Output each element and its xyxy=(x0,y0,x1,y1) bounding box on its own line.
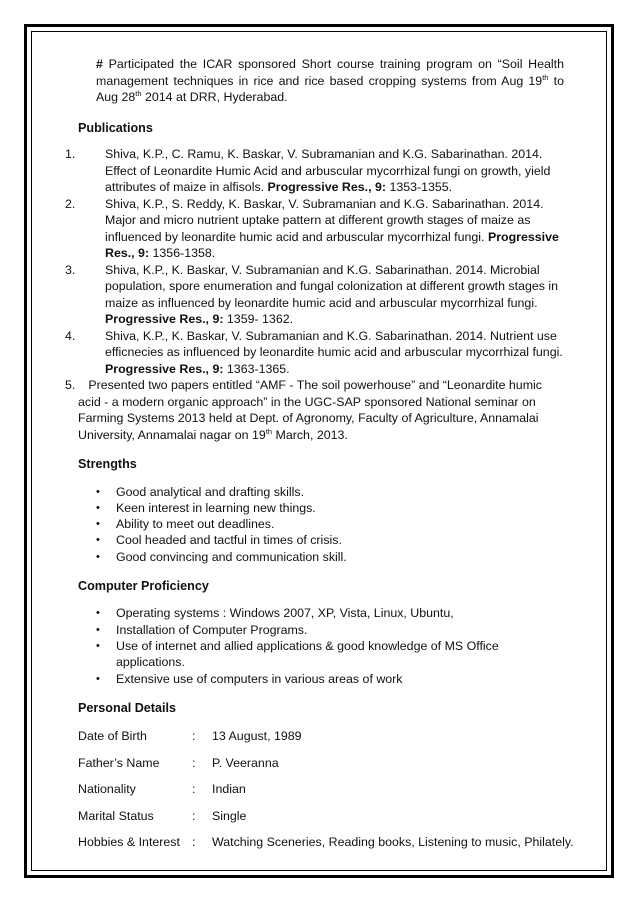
list-item: • Good convincing and communication skill. xyxy=(96,549,347,564)
bullet-icon: • xyxy=(96,534,100,547)
detail-row: Father’s Name : P. Veeranna xyxy=(78,755,279,770)
resume-content xyxy=(65,56,574,861)
computer-proficiency-heading: Computer Proficiency xyxy=(78,578,209,593)
detail-label: Marital Status xyxy=(78,808,154,823)
list-item: • Installation of Computer Programs. xyxy=(96,622,308,637)
training-entry: # Participated the ICAR sponsored Short course training program on “Soil Health management techniques in rice and rice based cropping systems from Aug 19th to Aug 28th 2014 at DRR, Hyderabad. xyxy=(96,57,564,104)
bullet-icon: • xyxy=(96,640,100,653)
list-item: • Operating systems : Windows 2007, XP, Vista, Linux, Ubuntu, xyxy=(96,606,454,621)
presentation-item: 5. Presented two papers entitled “AMF - The soil powerhouse” and “Leonardite humic acid - a modern organic approach” in the UGC-SAP sponsored National seminar on Farming Systems 2013 held at Dept. of Agronomy, Faculty of Agriculture, Annamalai University, Annamalai nagar on 19th March, 2013. xyxy=(65,378,542,442)
list-item: • Keen interest in learning new things. xyxy=(96,500,316,515)
publication-item: 4. Shiva, K.P., K. Baskar, V. Subramanian and K.G. Sabarinathan. 2014. Nutrient use efficnecies as influenced by leonardite humic acid and arbuscular mycorrhizal fungi. Progressive Res., 9: 1363-1365. xyxy=(65,328,563,376)
detail-row: Hobbies & Interest : Watching Sceneries, Reading books, Listening to music, Philately. xyxy=(78,835,574,850)
detail-value: Watching Sceneries, Reading books, Listening to music, Philately. xyxy=(212,835,574,850)
computer-proficiency-list xyxy=(78,605,564,686)
publication-item: 2. Shiva, K.P., S. Reddy, K. Baskar, V. Subramanian and K.G. Sabarinathan. 2014. Major and micro nutrient uptake pattern at different growth stages of maize as influenced by leonardite humic acid and arbuscular mycorrhizal fungi. Progressive Res., 9: 1356-1358. xyxy=(65,196,559,260)
bullet-icon: • xyxy=(96,501,100,514)
bullet-icon: • xyxy=(96,550,100,563)
bullet-icon: • xyxy=(96,518,100,531)
personal-details-section xyxy=(78,700,574,861)
list-item: • Ability to meet out deadlines. xyxy=(96,517,275,532)
personal-details-table xyxy=(78,728,574,861)
bullet-icon: • xyxy=(96,623,100,636)
detail-label: Father’s Name xyxy=(78,755,160,770)
detail-value: P. Veeranna xyxy=(212,755,279,770)
bullet-icon: • xyxy=(96,672,100,685)
list-item: • Use of internet and allied applications & good knowledge of MS Office applications. xyxy=(96,639,499,670)
publications-section xyxy=(65,120,564,444)
strengths-heading: Strengths xyxy=(78,457,137,471)
list-item: • Extensive use of computers in various areas of work xyxy=(96,671,403,686)
strengths-section xyxy=(78,456,564,565)
detail-value: Indian xyxy=(212,782,246,797)
detail-label: Hobbies & Interest xyxy=(78,835,180,850)
bullet-icon: • xyxy=(96,485,100,498)
publications-list xyxy=(65,146,564,443)
strengths-list xyxy=(78,484,564,565)
detail-value: Single xyxy=(212,808,247,823)
detail-label: Date of Birth xyxy=(78,729,147,744)
bullet-icon: • xyxy=(96,607,100,620)
computer-proficiency-section xyxy=(78,578,564,687)
detail-row: Marital Status : Single xyxy=(78,808,247,823)
detail-row: Date of Birth : 13 August, 1989 xyxy=(78,729,302,744)
detail-value: 13 August, 1989 xyxy=(212,729,302,744)
personal-details-heading: Personal Details xyxy=(78,700,176,715)
publications-heading: Publications xyxy=(78,120,153,135)
training-marker: # xyxy=(96,57,103,71)
detail-label: Nationality xyxy=(78,782,136,797)
detail-row: Nationality : Indian xyxy=(78,782,246,797)
list-item: • Cool headed and tactful in times of crisis. xyxy=(96,533,342,548)
publication-item: 1. Shiva, K.P., C. Ramu, K. Baskar, V. Subramanian and K.G. Sabarinathan. 2014. Effect of Leonardite Humic Acid and arbuscular mycorrhizal fungi on growth, yield attributes of maize in alfisols. Progressive Res., 9: 1353-1355. xyxy=(65,147,551,194)
list-item: • Good analytical and drafting skills. xyxy=(96,484,305,499)
publication-item: 3. Shiva, K.P., K. Baskar, V. Subramanian and K.G. Sabarinathan. 2014. Microbial population, spore enumeration and fungal colonization at different growth stages in maize as influenced by leonardite humic acid and arbuscular mycorrhizal fungi. Progressive Res., 9: 1359- 1362. xyxy=(65,262,559,326)
